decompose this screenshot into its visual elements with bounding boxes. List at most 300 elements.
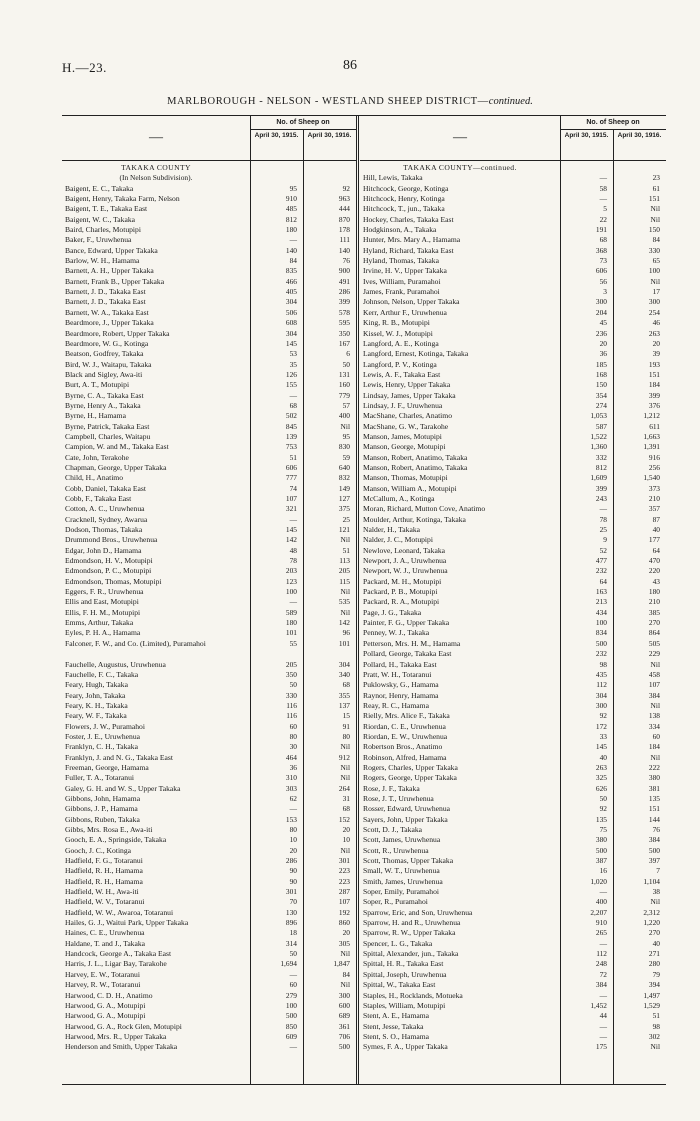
sheep-1915: 332 <box>595 452 607 462</box>
table-row <box>62 453 356 463</box>
sheep-1915: 435 <box>595 669 607 679</box>
sheep-1916: 205 <box>338 566 350 576</box>
table-row <box>62 722 356 732</box>
sheep-1915: 18 <box>289 928 297 938</box>
sheep-1915: 70 <box>289 897 297 907</box>
sheep-1915: 304 <box>285 297 297 307</box>
sheep-1916: 264 <box>338 783 350 793</box>
owner-name: Henderson and Smith, Upper Takaka <box>65 1042 178 1052</box>
owner-name: Smith, James, Uruwhenua <box>363 876 443 886</box>
sheep-1915: 1,020 <box>590 876 607 886</box>
owner-name: Spencer, L. G., Takaka <box>363 938 433 948</box>
owner-name: Harwood, G. A., Rock Glen, Motupipi <box>65 1021 182 1031</box>
table-row <box>360 194 666 204</box>
sheep-1915: 100 <box>595 618 607 628</box>
owner-name: Hadfield, F. G., Totaranui <box>65 856 143 866</box>
sheep-1916: 870 <box>338 214 350 224</box>
owner-name: Cobb, Daniel, Takaka East <box>65 483 146 493</box>
owner-name: Cate, John, Terakohe <box>65 452 129 462</box>
table-row <box>360 887 666 897</box>
sheep-1915: 626 <box>595 783 607 793</box>
table-row <box>360 856 666 866</box>
sheep-1915: 263 <box>595 762 607 772</box>
owner-name: Stent, S. O., Hamama <box>363 1031 430 1041</box>
sheep-1915: 812 <box>285 214 297 224</box>
sheep-1916: 350 <box>338 328 350 338</box>
owner-name: Edgar, John D., Hamama <box>65 545 142 555</box>
table-row <box>62 566 356 576</box>
sheep-1916: 611 <box>649 421 660 431</box>
owner-name: Lindsay, James, Upper Takaka <box>363 390 456 400</box>
owner-name: Barnett, W. A., Takaka East <box>65 307 149 317</box>
table-row <box>62 660 356 670</box>
owner-column-header-left <box>62 116 250 161</box>
sheep-1916: 51 <box>652 1011 660 1021</box>
owner-name: Beatson, Godfrey, Takaka <box>65 349 144 359</box>
sheep-1916: 444 <box>338 204 350 214</box>
sheep-1915: 78 <box>599 514 607 524</box>
sheep-1916: 900 <box>338 266 350 276</box>
sheep-1915: 180 <box>285 618 297 628</box>
sheep-1916: 223 <box>338 876 350 886</box>
sheep-1915: 191 <box>595 225 607 235</box>
sheep-1916: 39 <box>652 349 660 359</box>
sheep-1915: 434 <box>595 607 607 617</box>
table-row <box>62 649 356 659</box>
sheep-1916: 229 <box>648 649 660 659</box>
owner-name: Harwood, C. D. H., Anatimo <box>65 990 153 1000</box>
sheep-1915: — <box>599 194 607 204</box>
sheep-1916: 1,212 <box>643 411 660 421</box>
table-row <box>360 804 666 814</box>
owner-name: Galey, G. H. and W. S., Upper Takaka <box>65 783 181 793</box>
owner-name: Hyland, Richard, Takaka East <box>363 245 454 255</box>
sheep-1916: 302 <box>648 1031 660 1041</box>
table-row <box>62 815 356 825</box>
owner-name: Haines, C. E., Uruwhenua <box>65 928 145 938</box>
table-row <box>360 773 666 783</box>
table-row <box>62 991 356 1001</box>
sheep-1915: — <box>599 1021 607 1031</box>
sheep-1915: — <box>289 514 297 524</box>
sheep-1915: 98 <box>599 659 607 669</box>
sheep-1915: 84 <box>289 256 297 266</box>
sheep-1916: 107 <box>338 897 350 907</box>
owner-name: Stent, A. E., Hamama <box>363 1011 430 1021</box>
sheep-1916: 192 <box>338 907 350 917</box>
owner-name: McCallum, A., Kotinga <box>363 494 435 503</box>
table-row <box>360 618 666 628</box>
owner-name: Gibbons, J. P., Hamama <box>65 804 138 814</box>
sheep-1916: 57 <box>342 400 350 410</box>
sheep-1916: 256 <box>648 462 660 472</box>
sheep-1916: 300 <box>338 990 350 1000</box>
continued-label: continued. <box>488 96 533 107</box>
table-row <box>360 515 666 525</box>
sheep-1916: 101 <box>338 638 350 648</box>
sheep-1915: 910 <box>285 194 297 204</box>
table-row <box>360 432 666 442</box>
sheep-1916: Nil <box>340 773 350 783</box>
table-row <box>360 587 666 597</box>
owner-column-header-right <box>360 116 560 161</box>
sheep-1915: 64 <box>599 576 607 586</box>
sheep-1916: 373 <box>648 483 660 493</box>
owner-name: Irvine, H. V., Upper Takaka <box>363 266 447 276</box>
sheep-1915: 172 <box>595 721 607 731</box>
sheep-1915: 464 <box>285 752 297 762</box>
owner-name: Rielly, Mrs. Alice F., Takaka <box>363 711 450 721</box>
owner-name: Drummond Bros., Uruwhenua <box>65 535 158 545</box>
sheep-1915: 232 <box>595 649 607 659</box>
owner-name: Packard, M. H., Motupipi <box>363 576 442 586</box>
left-column <box>62 163 356 1053</box>
sheep-1916: 210 <box>648 597 660 607</box>
table-row <box>62 442 356 452</box>
table-row <box>62 297 356 307</box>
sheep-1915: 1,452 <box>590 1000 607 1010</box>
table-row <box>360 928 666 938</box>
sheep-1915: 502 <box>285 411 297 421</box>
owner-name: Rose, J. F., Takaka <box>363 783 420 793</box>
sheep-1916: 500 <box>338 1042 350 1052</box>
sheep-1916: Nil <box>340 762 350 772</box>
sheep-1915: 139 <box>285 431 297 441</box>
table-row <box>360 566 666 576</box>
owner-name: Moran, Richard, Mutton Cove, Anatimo <box>363 504 486 514</box>
table-row <box>360 846 666 856</box>
sheep-1916: 184 <box>648 742 660 752</box>
sheep-1916: Nil <box>650 204 660 214</box>
sheep-1916: 20 <box>342 928 350 938</box>
table-row <box>360 535 666 545</box>
owner-name: Baigent, T. E., Takaka East <box>65 204 148 214</box>
table-row <box>62 597 356 607</box>
sheep-1916: 131 <box>338 369 350 379</box>
sheep-1916: 222 <box>648 762 660 772</box>
sheep-1916: 210 <box>648 494 660 503</box>
sheep-1915: 50 <box>289 949 297 959</box>
table-row <box>62 908 356 918</box>
owner-name: Ellis and East, Motupipi <box>65 597 139 607</box>
sheep-1915: — <box>289 1042 297 1052</box>
owner-name: Hockey, Charles, Takaka East <box>363 214 454 224</box>
sheep-1915: 405 <box>285 287 297 297</box>
sheep-1915: 304 <box>595 690 607 700</box>
table-row <box>62 918 356 928</box>
sheep-1915: 112 <box>596 949 607 959</box>
sheep-1915: — <box>599 938 607 948</box>
table-row <box>62 608 356 618</box>
sheep-1915: 52 <box>599 545 607 555</box>
sheep-1915: 384 <box>595 980 607 990</box>
sheep-1916: 500 <box>648 845 660 855</box>
sheep-1916: 151 <box>648 804 660 814</box>
sheep-1916: 300 <box>648 297 660 307</box>
table-row <box>360 349 666 359</box>
owner-name: Kerr, Arthur F., Uruwhenua <box>363 307 447 317</box>
owner-name: Newport, W. J., Uruwhenua <box>363 566 448 576</box>
sheep-1915: 354 <box>595 390 607 400</box>
table-row <box>62 318 356 328</box>
sheep-1916: 491 <box>338 276 350 286</box>
table-row <box>62 763 356 773</box>
table-row <box>360 525 666 535</box>
owner-name: Byrne, H., Hamama <box>65 411 126 421</box>
table-row <box>62 401 356 411</box>
sheep-1916: 394 <box>648 980 660 990</box>
table-row <box>62 877 356 887</box>
owner-name: Harwood, G. A., Motupipi <box>65 1000 146 1010</box>
owner-name: Scott, Thomas, Upper Takaka <box>363 856 454 866</box>
sheep-1916: 334 <box>648 721 660 731</box>
owner-name: Packard, P. B., Motupipi <box>363 587 438 597</box>
sheep-1916: 96 <box>342 628 350 638</box>
sheep-1915: 485 <box>285 204 297 214</box>
sheep-1915: 123 <box>285 576 297 586</box>
sheep-1916: 1,847 <box>333 959 350 969</box>
owner-name: Newport, J. A., Uruwhenua <box>363 556 447 566</box>
sheep-1915: 845 <box>285 421 297 431</box>
owner-name: Stent, Jesse, Takaka <box>363 1021 424 1031</box>
sheep-1915: 100 <box>285 587 297 597</box>
sheep-1915: 10 <box>289 835 297 845</box>
section-heading: TAKAKA COUNTY <box>121 163 191 172</box>
sheep-1915: 606 <box>595 266 607 276</box>
table-row <box>360 815 666 825</box>
sheep-1916: 68 <box>342 680 350 690</box>
table-row <box>360 711 666 721</box>
table-row <box>360 794 666 804</box>
sheep-1915: 2,207 <box>590 907 607 917</box>
sheep-1916: 43 <box>652 576 660 586</box>
table-row <box>62 618 356 628</box>
sheep-1915: 73 <box>599 256 607 266</box>
table-row <box>360 308 666 318</box>
sheep-1915: 236 <box>595 328 607 338</box>
sheep-1915: 203 <box>285 566 297 576</box>
sheep-1916: 355 <box>338 690 350 700</box>
table-row <box>360 959 666 969</box>
owner-name: Pratt, W. H., Totaranui <box>363 669 432 679</box>
sheep-1916: 305 <box>338 938 350 948</box>
sheep-1915: 68 <box>289 400 297 410</box>
table-row <box>360 360 666 370</box>
owner-name: Rogers, Charles, Upper Takaka <box>363 762 458 772</box>
table-row <box>360 215 666 225</box>
sheep-1915: 589 <box>285 607 297 617</box>
table-row <box>360 753 666 763</box>
owner-name: Beardmore, W. G., Kotinga <box>65 338 149 348</box>
sheep-1916: 271 <box>648 949 660 959</box>
table-row <box>360 908 666 918</box>
owner-name: Hill, Lewis, Takaka <box>363 173 423 183</box>
table-row <box>62 1022 356 1032</box>
sheep-1916: 340 <box>338 669 350 679</box>
table-row <box>62 846 356 856</box>
table-row <box>62 732 356 742</box>
table-row <box>360 877 666 887</box>
table-row <box>360 277 666 287</box>
table-row <box>360 494 666 504</box>
sheep-1916: 142 <box>338 618 350 628</box>
owner-name: Barnett, Frank B., Upper Takaka <box>65 276 165 286</box>
table-row <box>360 173 666 183</box>
owner-name: Scott, R., Uruwhenua <box>363 845 429 855</box>
sheep-1915: 101 <box>285 628 297 638</box>
table-row <box>360 742 666 752</box>
sheep-1916: 40 <box>652 938 660 948</box>
sheep-1915: 140 <box>285 245 297 255</box>
owner-name: Kissel, W. J., Motupipi <box>363 328 433 338</box>
sheep-1916: 301 <box>338 856 350 866</box>
sheep-1916: 376 <box>648 400 660 410</box>
sheep-1916: 385 <box>648 607 660 617</box>
table-row <box>360 660 666 670</box>
sheep-1916: Nil <box>650 659 660 669</box>
owner-name: Black and Sigley, Awa-iti <box>65 369 143 379</box>
table-row <box>62 184 356 194</box>
sheep-1915: 232 <box>595 566 607 576</box>
sheep-1916: 31 <box>342 793 350 803</box>
sheep-1916: 84 <box>652 235 660 245</box>
sheep-1915: 303 <box>285 783 297 793</box>
sheep-1916: 578 <box>338 307 350 317</box>
owner-name: Foster, J. E., Uruwhenua <box>65 731 140 741</box>
sheep-1915: 835 <box>285 266 297 276</box>
sheep-1916: 184 <box>648 380 660 390</box>
table-row <box>360 918 666 928</box>
table-row <box>360 784 666 794</box>
page-number: 86 <box>343 58 357 73</box>
table-row <box>62 897 356 907</box>
sheep-1915: 50 <box>599 793 607 803</box>
sheep-1915: 45 <box>599 318 607 328</box>
sheep-1916: Nil <box>340 949 350 959</box>
owner-name: Lewis, Henry, Upper Takaka <box>363 380 451 390</box>
sheep-1916: 7 <box>656 866 660 876</box>
owner-name: Raynor, Henry, Hamama <box>363 690 439 700</box>
sheep-1916: Nil <box>340 421 350 431</box>
sheep-1916: 375 <box>338 504 350 514</box>
sheep-1915: 20 <box>289 845 297 855</box>
owner-name: Pollard, George, Takaka East <box>363 649 452 659</box>
table-row <box>62 473 356 483</box>
owner-name: Harris, J. L., Ligar Bay, Tarakohe <box>65 959 167 969</box>
table-row <box>360 339 666 349</box>
sheep-1916: 76 <box>342 256 350 266</box>
sheep-1916: 706 <box>338 1031 350 1041</box>
table-row <box>360 649 666 659</box>
sheep-1916: Nil <box>340 587 350 597</box>
owner-name: Baigent, E. C., Takaka <box>65 183 134 193</box>
sheep-1915: 248 <box>595 959 607 969</box>
sheep-1915: — <box>289 597 297 607</box>
table-row <box>62 980 356 990</box>
year-1915-header: April 30, 1915. <box>254 132 299 139</box>
owner-name: Handcock, George A., Takaka East <box>65 949 172 959</box>
year-1915-header: April 30, 1915. <box>564 132 609 139</box>
owner-name: Barnett, J. D., Takaka East <box>65 287 146 297</box>
table-row <box>360 411 666 421</box>
sheep-1916: 860 <box>338 918 350 928</box>
table-row <box>62 235 356 245</box>
table-row <box>360 556 666 566</box>
sheep-1916: 595 <box>338 318 350 328</box>
sheep-1915: 92 <box>599 711 607 721</box>
sheep-1916: 10 <box>342 835 350 845</box>
owner-name: Baird, Charles, Motupipi <box>65 225 141 235</box>
table-row <box>62 360 356 370</box>
sheep-1916: 400 <box>338 411 350 421</box>
owner-name: Hailes, G. J., Waitui Park, Upper Takaka <box>65 918 189 928</box>
owner-name: Rosser, Edward, Uruwhenua <box>363 804 451 814</box>
sheep-1916: 1,540 <box>643 473 660 483</box>
sheep-1916: 470 <box>648 556 660 566</box>
sheep-1916: 98 <box>652 1021 660 1031</box>
table-row <box>62 711 356 721</box>
sheep-1916: 1,529 <box>643 1000 660 1010</box>
table-row <box>62 587 356 597</box>
sheep-1916: 65 <box>652 256 660 266</box>
owner-name: Freeman, George, Hamama <box>65 762 149 772</box>
table-row <box>360 608 666 618</box>
owner-name: Eggers, F. R., Uruwhenua <box>65 587 144 597</box>
sheep-1916: 330 <box>648 245 660 255</box>
sheep-1916: Nil <box>650 1042 660 1052</box>
table-row <box>360 670 666 680</box>
table-row <box>62 691 356 701</box>
table-row <box>360 866 666 876</box>
sheep-1916: 640 <box>338 462 350 472</box>
owner-name: Cracknell, Sydney, Awarua <box>65 514 148 524</box>
sheep-1915: 142 <box>285 535 297 545</box>
sheep-1915: 163 <box>595 587 607 597</box>
owner-name: Rose, J. T., Uruwhenua <box>363 793 434 803</box>
sheep-1916: 177 <box>648 535 660 545</box>
sheep-1916: 384 <box>648 690 660 700</box>
sheep-1915: 910 <box>595 918 607 928</box>
table-row <box>62 308 356 318</box>
table-row <box>360 732 666 742</box>
table-row <box>360 722 666 732</box>
table-row <box>62 928 356 938</box>
table-row <box>62 804 356 814</box>
sheep-1916: 1,663 <box>643 431 660 441</box>
sheep-1916: 121 <box>338 525 350 535</box>
owner-name: Baigent, W. C., Takaka <box>65 214 135 224</box>
sheep-1916: Nil <box>340 845 350 855</box>
sheep-1915: 304 <box>285 328 297 338</box>
table-row <box>360 949 666 959</box>
sheep-1916: 263 <box>648 328 660 338</box>
sheep-1915: 368 <box>595 245 607 255</box>
table-row <box>62 329 356 339</box>
owner-name: Robinson, Alfred, Hamama <box>363 752 447 762</box>
table-row <box>360 1011 666 1021</box>
owner-name: Langford, P. V., Kotinga <box>363 359 437 369</box>
sheep-1915: 213 <box>595 597 607 607</box>
owner-name: Cotton, A. C., Uruwhenua <box>65 504 145 514</box>
sheep-1916: 25 <box>342 514 350 524</box>
sheep-1915: 20 <box>599 338 607 348</box>
year-1916-header: April 30, 1916. <box>617 132 662 139</box>
owner-name: Dodson, Thomas, Takaka <box>65 525 143 535</box>
owner-name: Bance, Edward, Upper Takaka <box>65 245 158 255</box>
sheep-1916: 150 <box>648 225 660 235</box>
sheep-1915: 500 <box>595 638 607 648</box>
owner-name: Riordan, E. W., Uruwhenua <box>363 731 448 741</box>
